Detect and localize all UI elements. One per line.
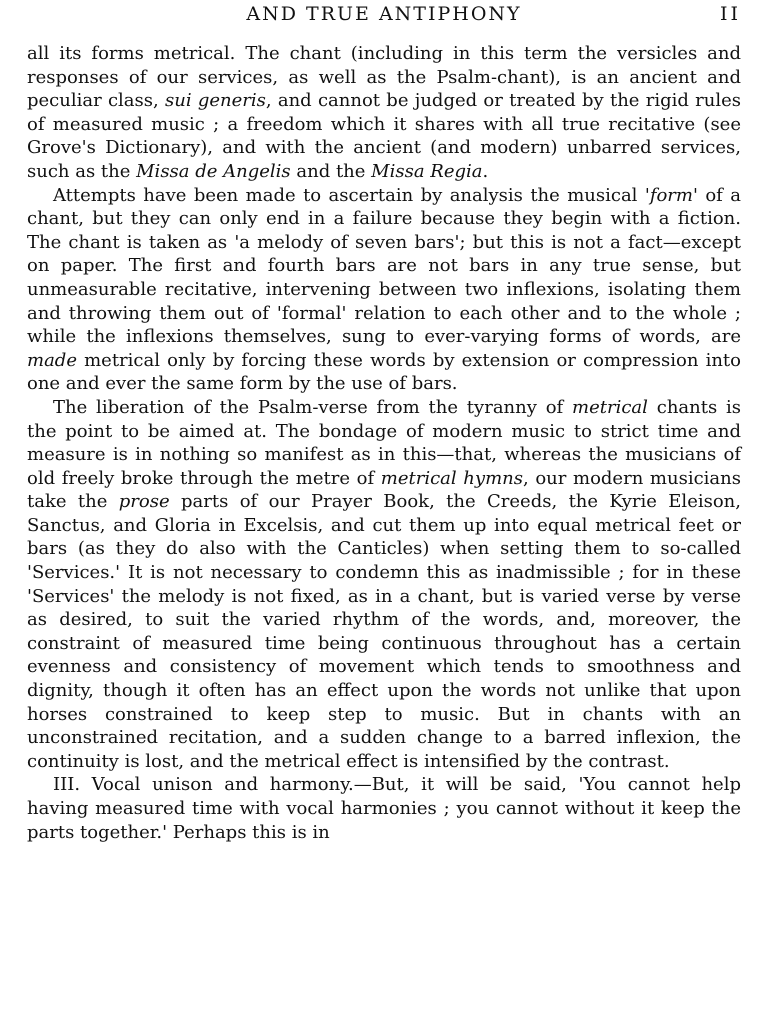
text-run: III. Vocal unison and harmony.—But, it will be said, 'You cannot help having measured time with vocal harmonies ; you cannot without it keep the parts together.' Perhaps this is in bbox=[27, 774, 741, 843]
running-head bbox=[27, 0, 741, 30]
paragraph-3 bbox=[27, 396, 741, 774]
italic-text: sui generis bbox=[165, 90, 266, 112]
paragraph-1 bbox=[27, 42, 741, 184]
paragraph-4 bbox=[27, 773, 741, 844]
paragraph-2 bbox=[27, 184, 741, 396]
text-run: metrical only by forcing these words by extension or compression into one and ever the same form by the use of bars. bbox=[27, 349, 741, 395]
text-run: . bbox=[482, 160, 489, 182]
italic-text: form bbox=[649, 184, 693, 206]
italic-text: metrical bbox=[572, 396, 648, 418]
italic-text: prose bbox=[118, 491, 170, 513]
text-run: and the bbox=[290, 160, 372, 182]
text-run: , and cannot be judged or treated by the rigid rules of measured music ; a freedom which it shares with all true recitative (see Grove's Dictionary), and with the ancient (and modern) unbarred services, such as the bbox=[27, 90, 741, 182]
text-run: Attempts have been made to ascertain by analysis the musical ' bbox=[53, 184, 650, 206]
text-run: The liberation of the Psalm-verse from the tyranny of bbox=[53, 396, 573, 418]
text-run: all its forms metrical. The chant (including in this term the versicles and responses of our services, as well as the Psalm-chant), is an ancient and peculiar class, bbox=[27, 43, 741, 112]
italic-text: Missa de Angelis bbox=[136, 160, 291, 182]
text-run: chants is the point to be aimed at. The bondage of modern music to strict time and measure is in nothing so manifest as in this—that, whereas the musicians of old freely broke through the metre of bbox=[27, 396, 742, 489]
text-run: ' of a chant, but they can only end in a failure because they begin with a fiction. The chant is taken as 'a melody of seven bars'; but this is not a fact—except on paper. The first and fourth bars are not bars in any true sense, but unmeasurable recitative, intervening between two inflexions, isolating them and throwing them out of 'formal' relation to each other and to the whole ; while the inflexions themselves, sung to ever-varying forms of words, are bbox=[27, 184, 741, 348]
italic-text: metrical hymns bbox=[380, 467, 523, 489]
running-title: AND TRUE ANTIPHONY bbox=[246, 3, 522, 25]
text-run: , our modern musicians take the bbox=[27, 467, 741, 513]
text-run: parts of our Prayer Book, the Creeds, the Kyrie Eleison, Sanctus, and Gloria in Excelsis, and cut them up into equal metrical feet or bars (as they do also with the Canticles) when setting them to so-called 'Services.' It is not necessary to condemn this as inadmissible ; for in these 'Services' the melody is not fixed, as in a chant, but is varied verse by verse as desired, to suit the varied rhythm of the words, and, moreover, the constraint of measured time being continuous throughout has a certain evenness and consistency of movement which tends to smoothness and dignity, though it often has an effect upon the words not unlike that upon horses constrained to keep step to music. But in chants with an unconstrained recitation, and a sudden change to a barred inflexion, the continuity is lost, and the metrical effect is intensified by the contrast. bbox=[27, 491, 741, 772]
italic-text: Missa Regia bbox=[371, 160, 483, 182]
body-text bbox=[27, 42, 741, 844]
italic-text: made bbox=[27, 349, 77, 371]
page-number: II bbox=[719, 3, 741, 25]
page bbox=[27, 0, 741, 844]
